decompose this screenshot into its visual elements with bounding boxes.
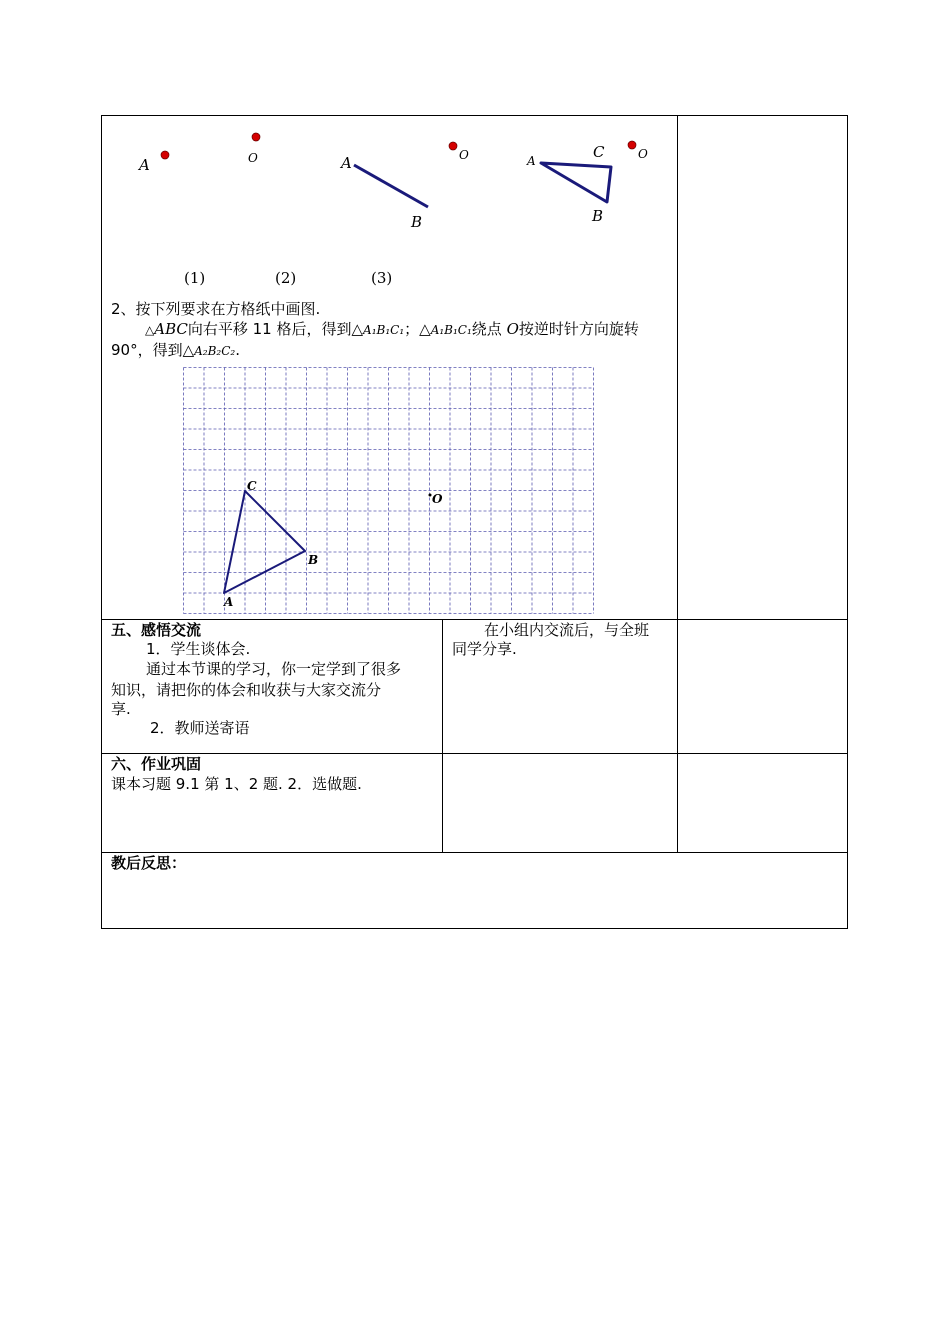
q2-abc: ABC <box>154 320 188 338</box>
fig1-label-a: A <box>139 156 150 174</box>
fig3-label-c: C <box>593 143 605 161</box>
q2-text-translate: 向右平移 11 格后，得到△ <box>187 320 364 338</box>
fig2-label-o: O <box>459 148 469 162</box>
grid-label-a: A <box>224 595 234 609</box>
q2-text-around: 绕点 <box>471 320 507 338</box>
q2-triangle-symbol-1: △ <box>145 323 155 337</box>
q2-o: O <box>506 320 519 338</box>
q2-a2b2c2: A₂B₂C₂ <box>194 344 236 358</box>
section5-right-line1: 在小组内交流后，与全班 <box>484 621 650 639</box>
q2-text-90: 90°，得到△ <box>111 341 195 359</box>
section5-para-line1: 通过本节课的学习，你一定学到了很多 <box>146 660 402 678</box>
fig2-label-b: B <box>411 213 423 231</box>
fig3-label-a: A <box>527 154 536 168</box>
grid-label-o: O <box>432 492 443 506</box>
section6-title: 六、作业巩固 <box>111 755 202 773</box>
section5-para-line2: 知识，请把你的体会和收获与大家交流分 <box>111 681 382 699</box>
section5-right-line2: 同学分享. <box>452 640 517 658</box>
fig3-label-o: O <box>638 147 648 161</box>
question2-title: 2、按下列要求在方格纸中画图. <box>111 300 321 318</box>
fig-caption-2: (2) <box>275 269 297 287</box>
section6-content: 课本习题 9.1 第 1、2 题. 2．选做题. <box>111 775 362 793</box>
q2-text-end: . <box>235 341 241 359</box>
q2-text-rotate: 按逆时针方向旋转 <box>518 320 639 338</box>
fig-caption-3: (3) <box>371 269 393 287</box>
fig-caption-1: (1) <box>184 269 206 287</box>
section5-title: 五、感悟交流 <box>111 621 202 639</box>
section5-item2: 2．教师送寄语 <box>150 719 250 737</box>
fig2-label-a: A <box>341 154 352 172</box>
reflection-title: 教后反思： <box>111 854 187 872</box>
section5-para-line3: 享. <box>111 700 131 718</box>
section5-item1: 1．学生谈体会. <box>146 640 251 658</box>
grid-label-c: C <box>247 479 257 493</box>
fig1-label-o: O <box>248 151 258 165</box>
q2-a1b1c1: A₁B₁C₁ <box>363 323 405 337</box>
grid-triangle-abc <box>224 491 305 593</box>
q2-a1b1c1-2: A₁B₁C₁ <box>430 323 472 337</box>
q2-text-sep: ；△ <box>404 320 431 338</box>
grid-label-b: B <box>308 553 319 567</box>
fig3-label-b: B <box>592 207 604 225</box>
